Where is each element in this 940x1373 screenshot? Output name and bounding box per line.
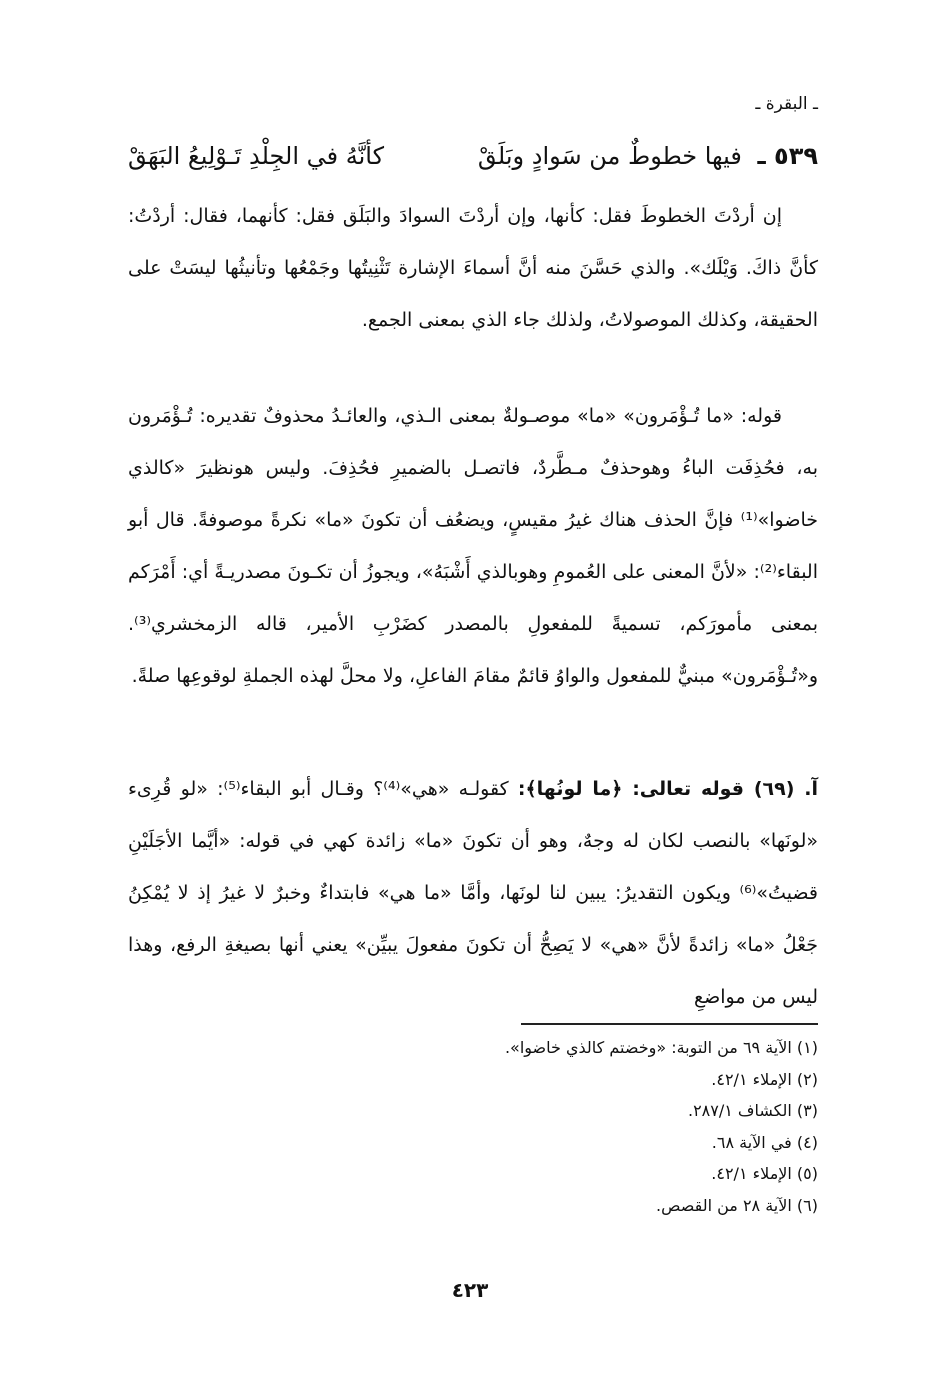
verse-second-hemistich: كأنَّهُ في الجِلْدِ تَـوْلِيعُ البَهَقْ	[128, 142, 385, 170]
footnotes-list	[318, 1032, 818, 1221]
paragraph-3-text: كقولـه «هي»⁽⁴⁾؟ وقـال أبو البقاء⁽⁵⁾: «لو قُرِىء «لونَها» بالنصب لكان له وجهٌ، وهو أن تكونَ «ما» زائدة كهي في قوله: «أيَّما الأجَلَيْنِ قضيتُ»⁽⁶⁾ ويكون التقديرُ: يبين لنا لونَها، وأمَّا «ما هي» فابتداءٌ وخبرٌ لا غيرُ إذ لا يُمْكِنُ جَعْلُ «ما» زائدةً لأنَّ «هي» لا يَصِحُّ أن تكونَ مفعولَ يبيِّن» يعني أنها بصيغةِ الرفع، وهذا ليس من مواضعِ	[128, 778, 818, 1008]
footnote-item: (٣) الكشاف ٢٨٧/١.	[687, 1101, 818, 1120]
quran-citation-heading: آ. (٦٩) قوله تعالى: ﴿ما لونُها﴾:	[517, 778, 818, 800]
footnote-item: (٤) في الآية ٦٨.	[711, 1132, 818, 1152]
verse-first-hemistich	[478, 136, 818, 176]
running-head: ـ البقرة ـ	[755, 94, 818, 114]
footnote-item: (٦) الآية ٢٨ من القصص.	[656, 1195, 818, 1215]
body-paragraph-2: قوله: «ما تُـؤْمَرون» «ما» موصـولةٌ بمعنى الـذي، والعائـدُ محذوفٌ تقديره: تُـؤْمَرون به، فحُذِفَت الباءُ وهوحذفٌ مـطَّردٌ، فاتصـل بالضميرِ فحُذِفَ. وليس هونظيرَ «كالذي خاضوا»⁽¹⁾ فإنَّ الحذف هناك غيرُ مقيسٍ، ويضعُف أن تكونَ «ما» نكرةً موصوفةً. قال أبو البقاء⁽²⁾: «لأنَّ المعنى على العُمومِ وهوبالذي أَشْبَهُ»، ويجوزُ أن تكـونَ مصدريـةً أي: أَمْرَكم بمعنى مأمورَكم، تسميةً للمفعولِ بالمصدر كضَرْبِ الأمير، قاله الزمخشري⁽³⁾. و«تُـؤْمَرون» مبنيٌّ للمفعول والواوُ قائمٌ مقامَ الفاعلِ، ولا محلَّ لهذه الجملةِ لوقوعِها صلةً.	[128, 405, 818, 687]
footnote-item: (٥) الإملاء ٤٢/١.	[711, 1164, 818, 1183]
footnote-item: (٢) الإملاء ٤٢/١.	[711, 1069, 818, 1089]
body-paragraph-3	[128, 763, 818, 1023]
first-hemistich-text: فيها خطوطٌ من سَوادٍ وبَلَقْ	[477, 142, 742, 170]
poetry-verse	[128, 136, 818, 176]
body-paragraph-1: إن أردْتَ الخطوطَ فقل: كأنها، وإن أردْتَ السوادَ والبَلَق فقل: كأنهما، فقال: أردْتُ: كأنَّ ذاكَ. وَيْلَك». والذي حَسَّنَ منه أنَّ أسماءَ الإشارة تَثْنِيتُها وجَمْعُها وتأنيثُها ليسَتْ على الحقيقة، وكذلك الموصولاتُ، ولذلك جاء الذي بمعنى الجمع.	[128, 205, 818, 331]
footnote-separator	[521, 1023, 818, 1025]
verse-number: ٥٣٩ ـ	[757, 142, 818, 170]
footnote-item: (١) الآية ٦٩ من التوبة: «وخضتم كالذي خاضوا».	[504, 1038, 818, 1057]
page-number: ٤٢٣	[451, 1278, 489, 1302]
